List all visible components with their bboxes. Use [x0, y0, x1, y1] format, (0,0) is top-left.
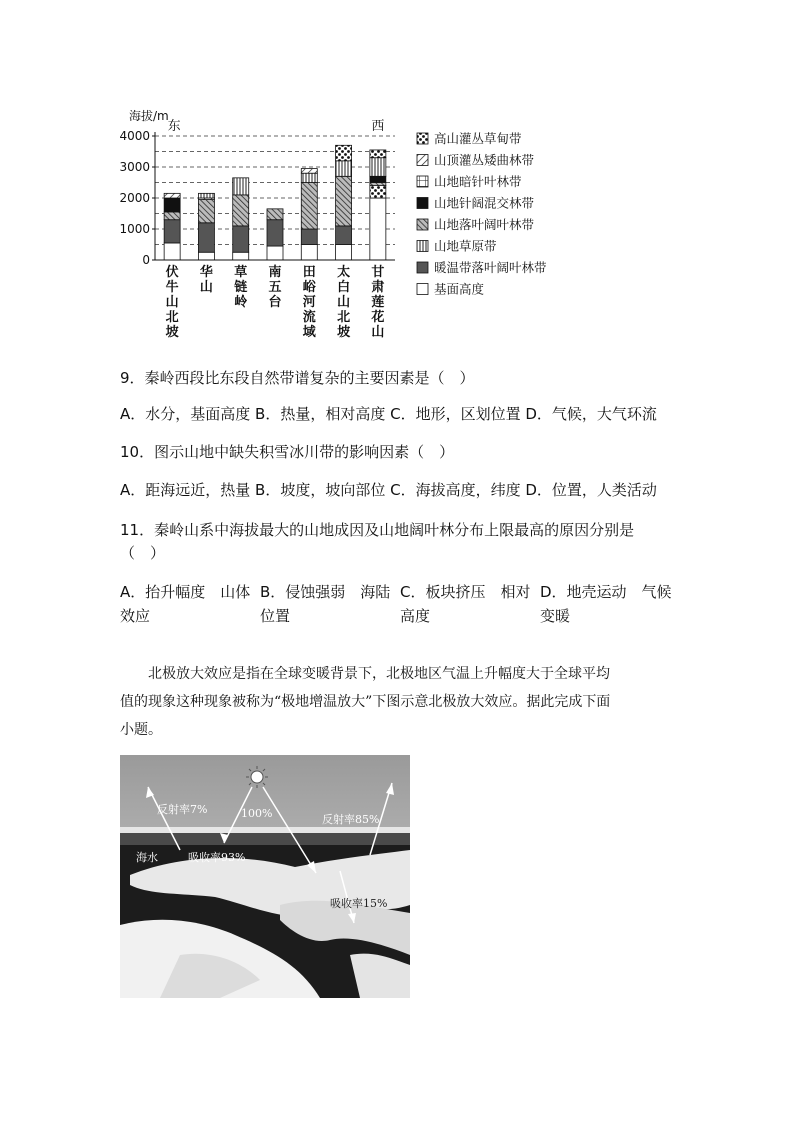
legend-label-warm: 暖温带落叶阔叶林带: [434, 260, 547, 275]
category-label-char: 台: [268, 295, 282, 310]
question-11-option-b: B．侵蚀强弱 海陆 位置: [260, 583, 391, 625]
bar-segment-base: [198, 252, 214, 260]
y-axis-label: 海拔/m: [129, 109, 169, 123]
bar-segment-summit: [164, 193, 180, 198]
legend-label-mixed: 山地针阔混交林带: [434, 195, 535, 211]
category-label-char: 山: [337, 295, 351, 310]
passage-line-3: 小题。: [120, 722, 162, 738]
category-label-char: 莲: [371, 295, 385, 310]
category-label-char: 山: [371, 325, 385, 340]
category-label-char: 牛: [165, 280, 179, 295]
bar-segment-warm: [233, 226, 249, 252]
arctic-amplification-passage: [120, 660, 680, 744]
arctic-albedo-figure: [120, 755, 410, 998]
bar-segment-mixed: [370, 176, 386, 182]
incoming-label: 100%: [241, 807, 273, 820]
question-11-option-a: A．抬升幅度 山体 效应: [120, 583, 251, 625]
bar-segment-warm: [164, 220, 180, 243]
category-label-char: 北: [337, 310, 351, 325]
bar-segment-base: [301, 245, 317, 261]
category-label-char: 田: [302, 265, 316, 280]
category-label-char: 坡: [337, 325, 351, 340]
question-11-stem-cont: （ ）: [120, 544, 166, 562]
category-label-char: 山: [165, 295, 179, 310]
legend-swatch-deciduous: [417, 219, 428, 230]
bar-segment-base: [164, 243, 180, 260]
bar-segment-base: [370, 198, 386, 260]
question-9-options: A．水分，基面高度 B．热量，相对高度 C．地形，区划位置 D．气候，大气环流: [120, 405, 657, 423]
reflect-sea-label: 反射率7%: [157, 803, 208, 816]
category-label-char: 链: [234, 280, 248, 295]
bar-segment-mixed: [164, 198, 180, 212]
category-label-char: 山: [199, 280, 213, 295]
bar-segment-grass: [336, 161, 352, 177]
bar-segment-base: [267, 246, 283, 260]
bar-segment-grass: [198, 193, 214, 198]
category-label-char: 草: [234, 265, 248, 280]
bar-segment-base: [233, 252, 249, 260]
category-label-char: 岭: [234, 295, 248, 310]
absorb-sea-label: 吸收率93%: [188, 851, 246, 864]
vegetation-zone-chart: [119, 108, 575, 340]
y-tick-label: 1000: [119, 222, 150, 236]
bar-segment-deciduous: [233, 195, 249, 226]
category-label-char: 肃: [371, 280, 385, 295]
bar-segment-summit: [301, 169, 317, 174]
category-label-char: 伏: [165, 265, 179, 280]
bar-segment-deciduous: [164, 212, 180, 220]
question-11-option-c: C．板块挤压 相对 高度: [400, 583, 531, 625]
bar-segment-alpine: [370, 186, 386, 198]
bar-segment-deciduous: [370, 183, 386, 186]
category-label-char: 坡: [165, 325, 179, 340]
category-label-char: 北: [165, 310, 179, 325]
legend-label-grass: 山地草原带: [434, 238, 497, 254]
category-label-char: 南: [268, 265, 282, 280]
legend-swatch-warm: [417, 262, 428, 273]
bar-segment-deciduous: [198, 200, 214, 223]
question-10-options: A．距海远近，热量 B．坡度，坡向部位 C．海拔高度，纬度 D．位置，人类活动: [120, 481, 657, 499]
legend-label-summit: 山顶灌丛矮曲林带: [434, 152, 535, 168]
category-label-char: 五: [268, 280, 282, 295]
y-tick-label: 3000: [119, 160, 150, 174]
bar-segment-warm: [198, 223, 214, 252]
question-11-option-d: D．地壳运动 气候 变暖: [540, 583, 672, 625]
west-label: 西: [371, 119, 385, 134]
y-tick-label: 4000: [119, 129, 150, 143]
east-label: 东: [167, 119, 181, 134]
legend-swatch-mixed: [417, 198, 428, 209]
bar-segment-warm: [301, 229, 317, 245]
bar-segment-alpine: [370, 150, 386, 158]
bar-segment-grass: [301, 173, 317, 182]
question-10-stem: 10．图示山地中缺失积雪冰川带的影响因素（ ）: [120, 443, 455, 461]
question-11-stem: 11．秦岭山系中海拔最大的山地成因及山地阔叶林分布上限最高的原因分别是: [120, 521, 635, 539]
legend-label-alpine: 高山灌丛草甸带: [434, 131, 522, 146]
legend-swatch-base: [417, 284, 428, 295]
sea-label: 海水: [136, 851, 158, 864]
legend-swatch-conifer: [417, 176, 428, 187]
reflect-ice-label: 反射率85%: [322, 813, 380, 826]
category-label-char: 峪: [302, 280, 316, 295]
y-tick-label: 2000: [119, 191, 150, 205]
category-label-char: 流: [302, 310, 316, 325]
category-label-char: 河: [302, 295, 316, 310]
bar-segment-warm: [336, 226, 352, 245]
category-label-char: 华: [199, 265, 213, 280]
category-label-char: 花: [371, 310, 385, 325]
legend-label-conifer: 山地暗针叶林带: [434, 174, 522, 189]
y-tick-label: 0: [142, 253, 150, 267]
bar-segment-deciduous: [267, 209, 283, 220]
legend-label-deciduous: 山地落叶阔叶林带: [434, 217, 535, 232]
passage-line-2: 值的现象这种现象被称为“极地增温放大”下图示意北极放大效应。据此完成下面: [120, 694, 611, 710]
category-label-char: 甘: [371, 265, 385, 280]
absorb-ice-label: 吸收率15%: [330, 897, 388, 910]
passage-line-1: 北极放大效应是指在全球变暖背景下，北极地区气温上升幅度大于全球平均: [148, 666, 610, 682]
category-label-char: 域: [302, 325, 316, 340]
legend-label-base: 基面高度: [434, 281, 485, 297]
question-11-options: [120, 580, 680, 630]
bar-segment-base: [336, 245, 352, 261]
bar-segment-grass: [370, 158, 386, 177]
bar-segment-deciduous: [336, 176, 352, 226]
legend-swatch-alpine: [417, 133, 428, 144]
bar-segment-warm: [267, 220, 283, 246]
category-label-char: 白: [337, 280, 351, 295]
bar-segment-deciduous: [301, 183, 317, 230]
bar-segment-grass: [233, 178, 249, 195]
legend-swatch-summit: [417, 155, 428, 166]
question-9-stem: 9．秦岭西段比东段自然带谱复杂的主要因素是（ ）: [120, 369, 475, 387]
legend-swatch-grass: [417, 241, 428, 252]
bar-segment-alpine: [336, 145, 352, 161]
category-label-char: 太: [337, 265, 351, 280]
